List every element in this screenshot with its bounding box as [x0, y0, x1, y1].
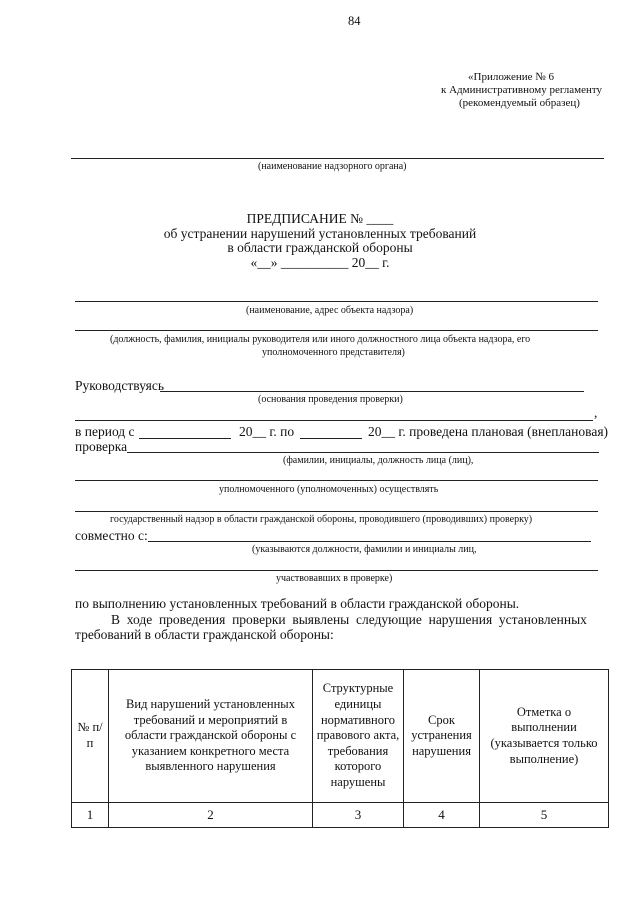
- inspection-label: проверка: [75, 439, 128, 454]
- period-from-blank: [139, 438, 231, 439]
- header-deadline: Срок устранения нарушения: [404, 670, 480, 803]
- basis-caption: (основания проведения проверки): [258, 394, 403, 405]
- authorized-line: [75, 480, 598, 481]
- header-number: № п/п: [72, 670, 109, 803]
- authority-caption: (наименование надзорного органа): [258, 161, 407, 172]
- column-number-3: 3: [313, 803, 404, 828]
- document-subtitle: об устранении нарушений установленных требований: [163, 226, 477, 241]
- header-legal-units: Структурные единицы нормативного правового акта, требования которого нарушены: [313, 670, 404, 803]
- authority-line: [71, 158, 604, 159]
- jointly-line: [148, 541, 591, 542]
- official-caption-2: уполномоченного представителя): [262, 347, 405, 358]
- inspector-caption: (фамилии, инициалы, должность лица (лиц),: [283, 455, 474, 466]
- participants-caption-2: участвовавших в проверке): [276, 573, 393, 584]
- violations-table: [71, 669, 609, 828]
- column-number-1: 1: [72, 803, 109, 828]
- page-number: 84: [348, 14, 361, 28]
- appendix-regulation: к Административному регламенту: [441, 84, 603, 96]
- violations-intro-2: требований в области гражданской обороны:: [75, 627, 334, 642]
- compliance-text: по выполнению установленных требований в области гражданской обороны.: [75, 596, 520, 611]
- supervision-caption: государственный надзор в области гражданской обороны, проводившего (проводивших) проверку): [110, 514, 533, 525]
- appendix-sample-note: (рекомендуемый образец): [459, 97, 580, 109]
- column-number-4: 4: [404, 803, 480, 828]
- supervision-line: [75, 511, 598, 512]
- participants-caption: (указываются должности, фамилии и инициалы лиц,: [252, 544, 477, 555]
- inspection-line: [127, 452, 599, 453]
- document-subtitle-2: в области гражданской обороны: [227, 240, 413, 255]
- header-violation-type: Вид нарушений установленных требований и мероприятий в области гражданской обороны с указанием конкретного места выявленного нарушения: [109, 670, 313, 803]
- table-header-row: [72, 670, 609, 803]
- document-date: «__» __________ 20__ г.: [250, 255, 390, 270]
- official-caption: (должность, фамилия, инициалы руководителя или иного должностного лица объекта надзора, его: [110, 334, 531, 345]
- violations-intro: В ходе проведения проверки выявлены следующие нарушения установленных: [111, 612, 587, 627]
- appendix-title: «Приложение № 6: [468, 71, 555, 83]
- column-number-5: 5: [480, 803, 609, 828]
- object-line: [75, 301, 598, 302]
- period-to-blank: [300, 438, 362, 439]
- document-title: ПРЕДПИСАНИЕ № ____: [246, 211, 394, 226]
- guided-by-line: [160, 391, 584, 392]
- column-number-2: 2: [109, 803, 313, 828]
- table-row: [72, 803, 609, 828]
- object-caption: (наименование, адрес объекта надзора): [246, 305, 414, 316]
- header-completion-mark: Отметка о выполнении (указывается только выполнение): [480, 670, 609, 803]
- guided-by-label: Руководствуясь: [75, 378, 164, 393]
- period-from-label: в период с: [75, 424, 135, 439]
- authorized-caption: уполномоченного (уполномоченных) осуществлять: [219, 484, 439, 495]
- period-year-from: 20__ г. по: [239, 424, 295, 439]
- participants-line: [75, 570, 598, 571]
- basis-comma: ,: [594, 405, 598, 420]
- period-year-to: 20__ г. проведена плановая (внеплановая): [368, 424, 609, 439]
- jointly-label: совместно с:: [75, 528, 148, 543]
- basis-line-2: [75, 420, 593, 421]
- official-line: [75, 330, 598, 331]
